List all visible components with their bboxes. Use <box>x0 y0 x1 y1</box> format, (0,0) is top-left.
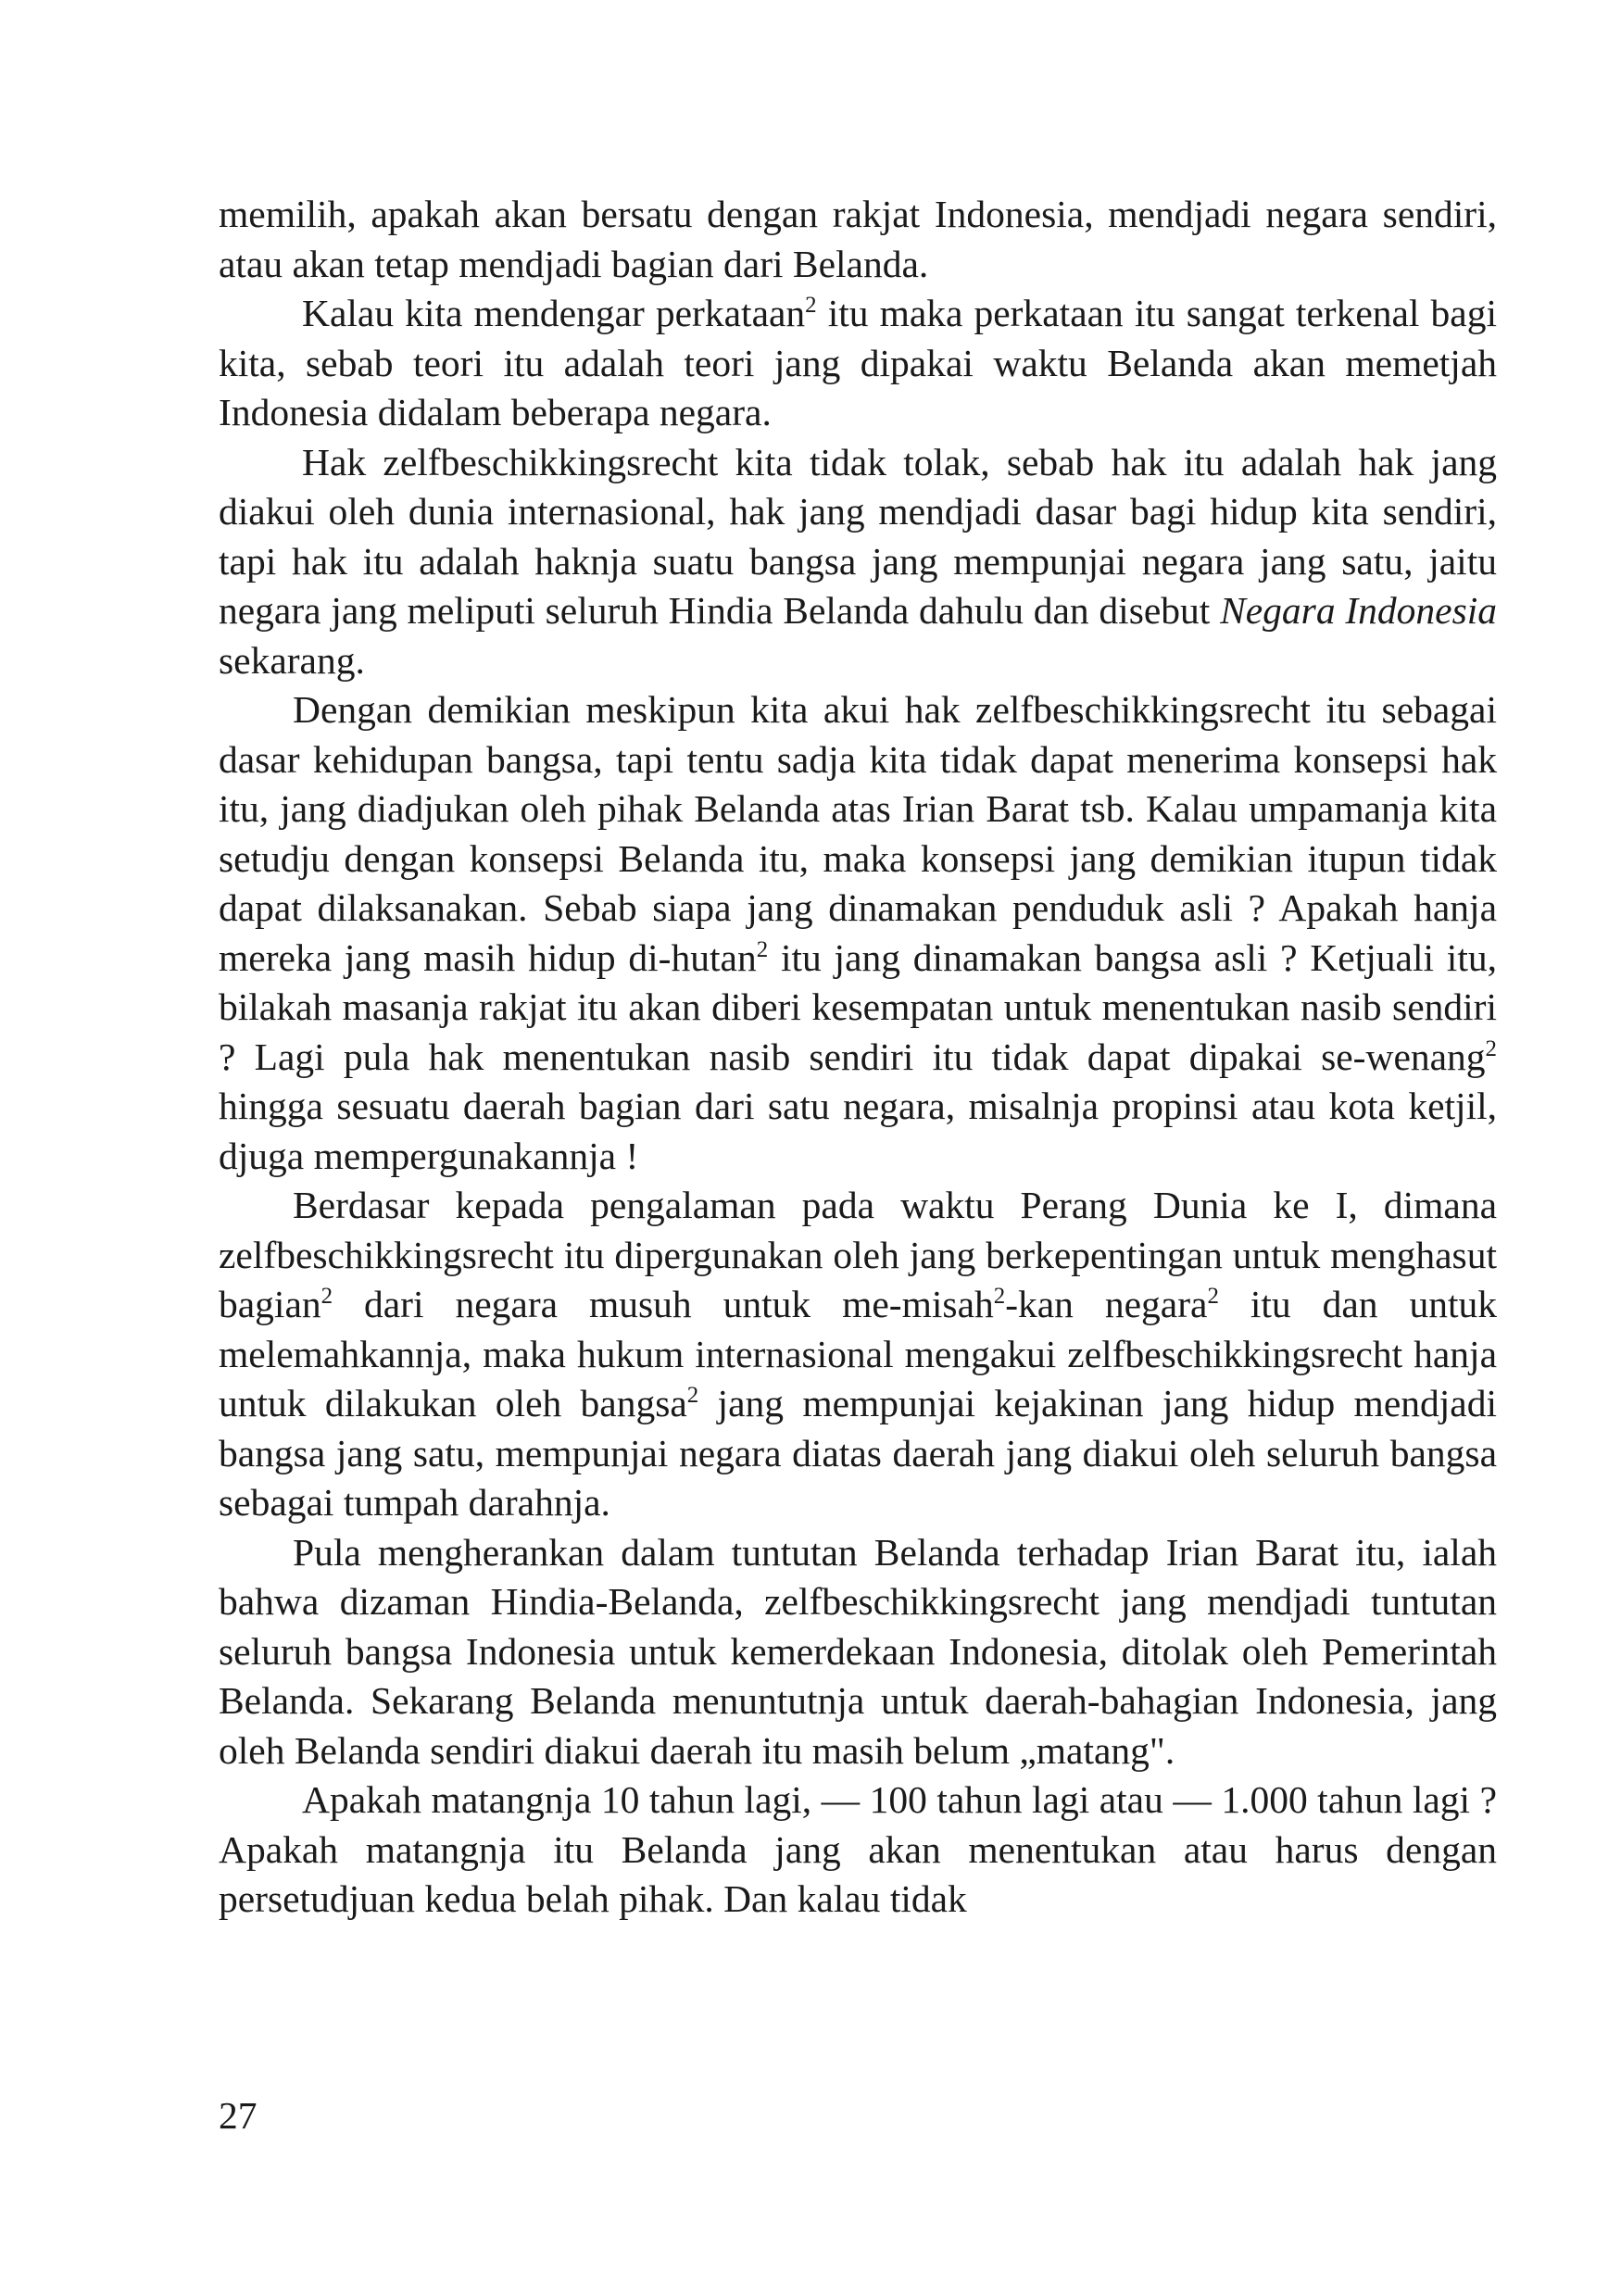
paragraph-2: Kalau kita mendengar perkataan$^2$ itu maka perkataan itu sangat terkenal bagi kita, sebab teori itu adalah teori jang dipakai waktu Belanda akan memetjah Indonesia didalam beberapa negara. <box>219 292 1497 433</box>
page-body <box>219 190 1497 1925</box>
paragraph-1: memilih, apakah akan bersatu dengan rakjat Indonesia, mendjadi negara sendiri, atau akan tetap mendjadi bagian dari Belanda. <box>219 193 1497 285</box>
paragraph-7: Apakah matangnja 10 tahun lagi, — 100 tahun lagi atau — 1.000 tahun lagi ? Apakah matangnja itu Belanda jang akan menentukan atau harus dengan persetudjuan kedua belah pihak. Dan kalau tidak <box>219 1778 1497 1920</box>
paragraph-3: Hak zelfbeschikkingsrecht kita tidak tolak, sebab hak itu adalah hak jang diakui oleh dunia internasional, hak jang mendjadi dasar bagi hidup kita sendiri, tapi hak itu adalah haknja suatu bangsa jang mempunjai negara jang satu, jaitu negara jang meliputi seluruh Hindia Belanda dahulu dan disebut Negara Indonesia sekarang. <box>219 440 1498 682</box>
paragraph-4: Dengan demikian meskipun kita akui hak zelfbeschikkingsrecht itu sebagai dasar kehidupan bangsa, tapi tentu sadja kita tidak dapat menerima konsepsi hak itu, jang diadjukan oleh pihak Belanda atas Irian Barat tsb. Kalau umpamanja kita setudju dengan konsepsi Belanda itu, maka konsepsi jang demikian itupun tidak dapat dilaksanakan. Sebab siapa jang dinamakan penduduk asli ? Apakah hanja mereka jang masih hidup di-hutan$^2$ itu jang dinamakan bangsa asli ? Ketjuali itu, bilakah masanja rakjat itu akan diberi kesempatan untuk menentukan nasib sendiri ? Lagi pula hak menentukan nasib sendiri itu tidak dapat dipakai se-wenang$^2$ hingga sesuatu daerah bagian dari satu negara, misalnja propinsi atau kota ketjil, djuga mempergunakannja ! <box>219 688 1497 1177</box>
paragraph-6: Pula mengherankan dalam tuntutan Belanda terhadap Irian Barat itu, ialah bahwa dizaman Hindia-Belanda, zelfbeschikkingsrecht jang mendjadi tuntutan seluruh bangsa Indonesia untuk kemerdekaan Indonesia, ditolak oleh Pemerintah Belanda. Sekarang Belanda menuntutnja untuk daerah-bahagian Indonesia, jang oleh Belanda sendiri diakui daerah itu masih belum „matang". <box>219 1530 1497 1772</box>
page-number: 27 <box>219 2094 258 2137</box>
paragraph-5: Berdasar kepada pengalaman pada waktu Perang Dunia ke I, dimana zelfbeschikkingsrecht itu dipergunakan oleh jang berkepentingan untuk menghasut bagian$^2$ dari negara musuh untuk me-misah$^2$-kan negara$^2$ itu dan untuk melemahkannja, maka hukum internasional mengakui zelfbeschikkingsrecht hanja untuk dilakukan oleh bangsa$^2$ jang mempunjai kejakinan jang hidup mendjadi bangsa jang satu, mempunjai negara diatas daerah jang diakui oleh seluruh bangsa sebagai tumpah darahnja. <box>219 1184 1497 1524</box>
